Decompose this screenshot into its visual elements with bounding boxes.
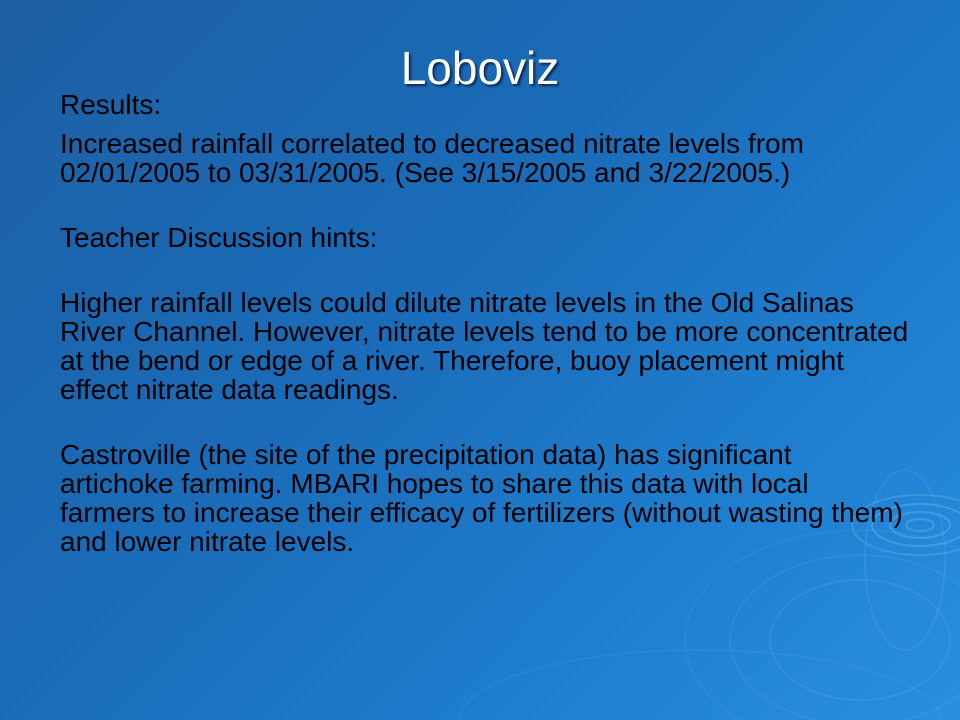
spacer [60, 252, 910, 288]
spacer [60, 187, 910, 223]
castroville-text: Castroville (the site of the precipitation data) has significant artichoke farming. MBARI hopes to share this data with local farmers to increase their efficacy of fertilizers (without wasting them) and lower nitrate levels. [60, 439, 903, 557]
slide-title: Loboviz [400, 42, 560, 94]
results-text: Increased rainfall correlated to decreased nitrate levels from 02/01/2005 to 03/31/2005. (See 3/15/2005 and 3/22/2005.) [60, 128, 804, 188]
hints-label: Teacher Discussion hints: [60, 222, 378, 253]
spacer [60, 404, 910, 440]
slide-body [60, 90, 910, 556]
hints-text: Higher rainfall levels could dilute nitrate levels in the Old Salinas River Channel. However, nitrate levels tend to be more concentrated at the bend or edge of a river. Therefore, buoy placement might effect nitrate data readings. [60, 287, 909, 405]
results-label: Results: [60, 89, 162, 120]
